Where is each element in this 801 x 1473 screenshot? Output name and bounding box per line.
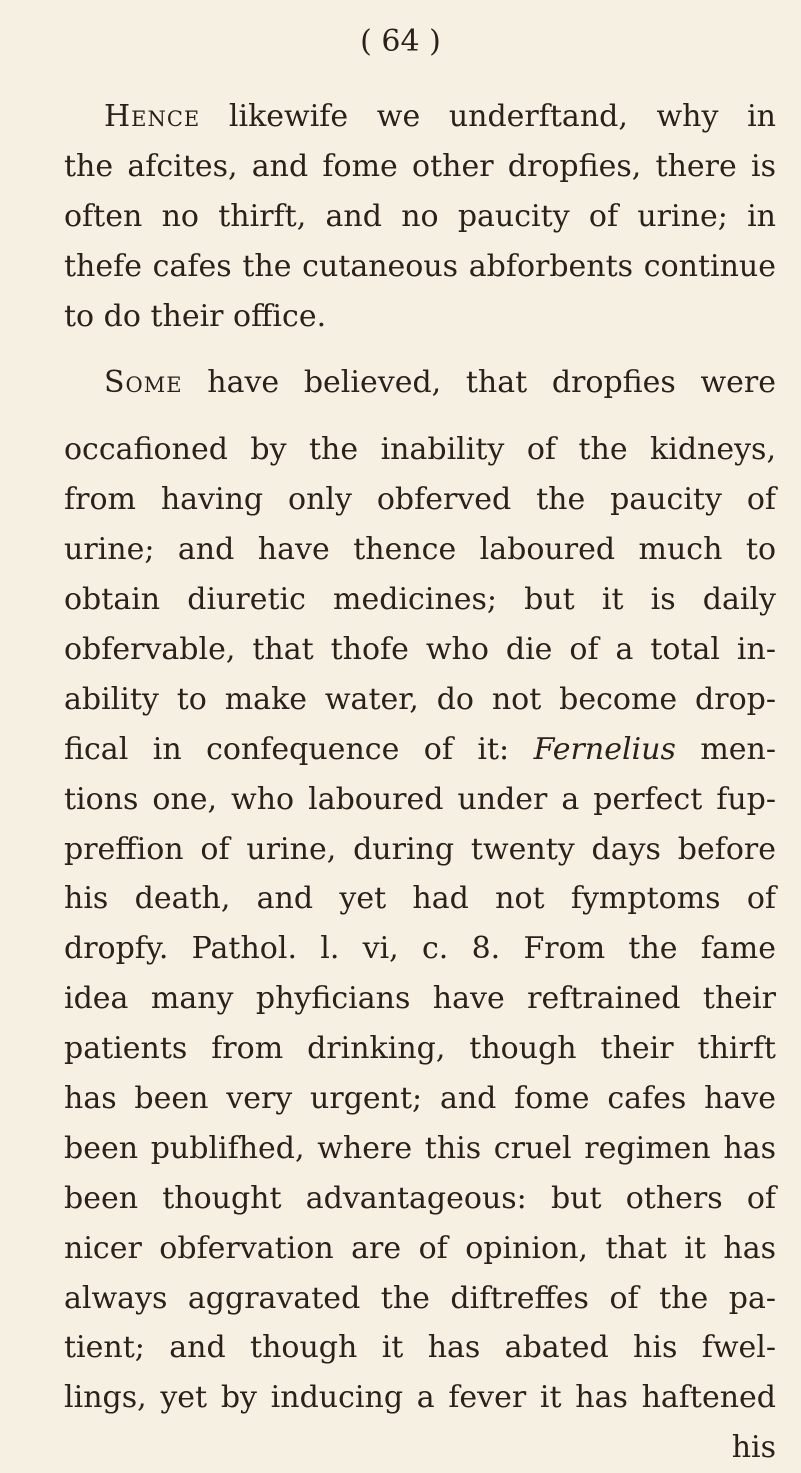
paragraph-2-line-1 <box>64 341 776 425</box>
paragraph-1-line-1-text: likewife we underftand, why in <box>200 99 776 134</box>
paragraph-2-lead-word: Some <box>104 365 183 401</box>
paragraph-2-line: patients from drinking, though their thirft <box>64 1031 776 1067</box>
paragraph-2-line: obfervable, that thofe who die of a total in- <box>64 632 776 668</box>
paragraph-1-line: often no thirft, and no paucity of urine; in <box>64 198 776 234</box>
paragraph-2-line: dropfy. Pathol. l. vi, c. 8. From the fame <box>64 931 776 967</box>
paragraph-2-line: been publifhed, where this cruel regimen has <box>64 1130 776 1166</box>
paragraph-1-line: to do their office. <box>64 298 327 334</box>
line-text: men- <box>675 731 776 767</box>
page-number: ( 64 ) <box>360 24 441 59</box>
paragraph-1-lead-word: Hence <box>104 99 201 134</box>
paragraph-2-line: always aggravated the diftreffes of the pa- <box>64 1280 776 1316</box>
line-text: fical in confequence of it: <box>64 731 534 767</box>
paragraph-1-line-1 <box>64 92 776 142</box>
author-name: Fernelius <box>533 731 676 767</box>
paragraph-2-line: preffion of urine, during twenty days before <box>64 831 776 867</box>
paragraph-2-line: idea many phyficians have reftrained their <box>64 981 776 1017</box>
paragraph-2-line-citation <box>64 725 776 775</box>
paragraph-2-line: urine; and have thence laboured much to <box>64 532 776 568</box>
paragraph-2-line: lings, yet by inducing a fever it has haftened <box>64 1380 776 1416</box>
paragraph-1-line: the afcites, and fome other dropfies, there is <box>64 148 776 184</box>
paragraph-2-line: occafioned by the inability of the kidneys, <box>64 432 776 468</box>
paragraph-2-line: tions one, who laboured under a perfect fup- <box>64 781 776 817</box>
paragraph-2-line: obtain diuretic medicines; but it is daily <box>64 582 776 618</box>
paragraph-2-line: his death, and yet had not fymptoms of <box>64 881 776 917</box>
body-text <box>64 92 776 1473</box>
paragraph-1-line: thefe cafes the cutaneous abforbents continue <box>64 248 776 284</box>
paragraph-2-line: has been very urgent; and fome cafes have <box>64 1081 776 1117</box>
paragraph-2-line: from having only obferved the paucity of <box>64 482 776 518</box>
catchword: his <box>731 1430 776 1466</box>
paragraph-2-line: tient; and though it has abated his fwel- <box>64 1330 776 1366</box>
paragraph-2-line-1-text: have believed, that dropfies were <box>182 365 776 401</box>
paragraph-2-line: nicer obfervation are of opinion, that it has <box>64 1230 776 1266</box>
paragraph-2-line: ability to make water, do not become drop- <box>64 681 776 717</box>
paragraph-2-line: been thought advantageous: but others of <box>64 1180 776 1216</box>
